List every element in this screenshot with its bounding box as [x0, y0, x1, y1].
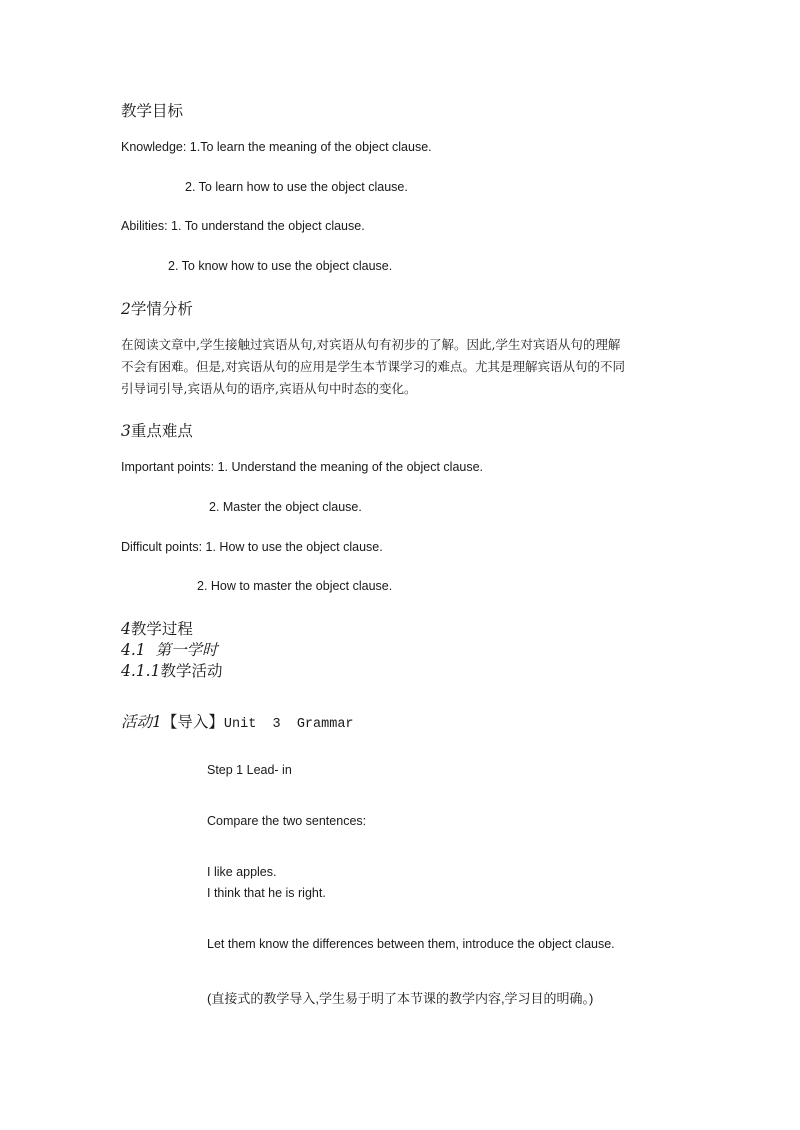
process-subheading-number: 4.1	[121, 641, 146, 659]
compare-instruction: Compare the two sentences:	[207, 814, 367, 828]
activity-bracket-title: 【导入】	[161, 713, 224, 731]
key-points-heading-number: 3	[121, 422, 131, 440]
step-label: Step 1 Lead- in	[207, 763, 292, 777]
activity-heading	[121, 710, 354, 732]
process-heading-number: 4	[121, 620, 131, 638]
objectives-heading-text: 教学目标	[121, 102, 184, 120]
knowledge-line-2: 2. To learn how to use the object clause.	[185, 180, 408, 194]
process-heading	[121, 617, 193, 639]
process-subsubheading-text: 教学活动	[160, 662, 223, 680]
key-points-heading-text: 重点难点	[130, 422, 193, 440]
difficult-points-line-2: 2. How to master the object clause.	[197, 579, 393, 593]
analysis-heading-text: 学情分析	[130, 300, 193, 318]
teaching-note: (直接式的教学导入,学生易于明了本节课的教学内容,学习目的明确。)	[207, 991, 594, 1006]
example-sentence-1: I like apples.	[207, 865, 277, 879]
analysis-paragraph	[121, 334, 681, 400]
knowledge-line-1: Knowledge: 1.To learn the meaning of the object clause.	[121, 140, 432, 154]
process-subsubheading	[121, 659, 222, 681]
activity-label: 活动	[121, 713, 153, 731]
example-sentence-2: I think that he is right.	[207, 886, 326, 900]
important-points-line-2: 2. Master the object clause.	[209, 500, 362, 514]
analysis-paragraph-line: 引导词引导,宾语从句的语序,宾语从句中时态的变化。	[121, 381, 417, 396]
analysis-paragraph-line: 在阅读文章中,学生接触过宾语从句,对宾语从句有初步的了解。因此,学生对宾语从句的理解	[121, 337, 621, 352]
process-subsubheading-number: 4.1.1	[121, 662, 161, 680]
key-points-heading	[121, 419, 193, 441]
activity-number: 1	[152, 713, 162, 731]
important-points-line-1: Important points: 1. Understand the meaning of the object clause.	[121, 460, 484, 474]
analysis-heading	[121, 297, 193, 319]
abilities-line-2: 2. To know how to use the object clause.	[168, 259, 393, 273]
process-subheading	[121, 638, 218, 660]
teaching-instruction: Let them know the differences between them, introduce the object clause.	[207, 937, 615, 951]
difficult-points-line-1: Difficult points: 1. How to use the object clause.	[121, 540, 383, 554]
process-heading-text: 教学过程	[130, 620, 193, 638]
activity-unit-text: Unit 3 Grammar	[223, 717, 354, 732]
abilities-line-1: Abilities: 1. To understand the object clause.	[121, 219, 365, 233]
analysis-heading-number: 2	[121, 300, 131, 318]
analysis-paragraph-line: 不会有困难。但是,对宾语从句的应用是学生本节课学习的难点。尤其是理解宾语从句的不同	[121, 359, 625, 374]
objectives-heading	[121, 99, 183, 121]
process-subheading-text: 第一学时	[155, 641, 218, 659]
